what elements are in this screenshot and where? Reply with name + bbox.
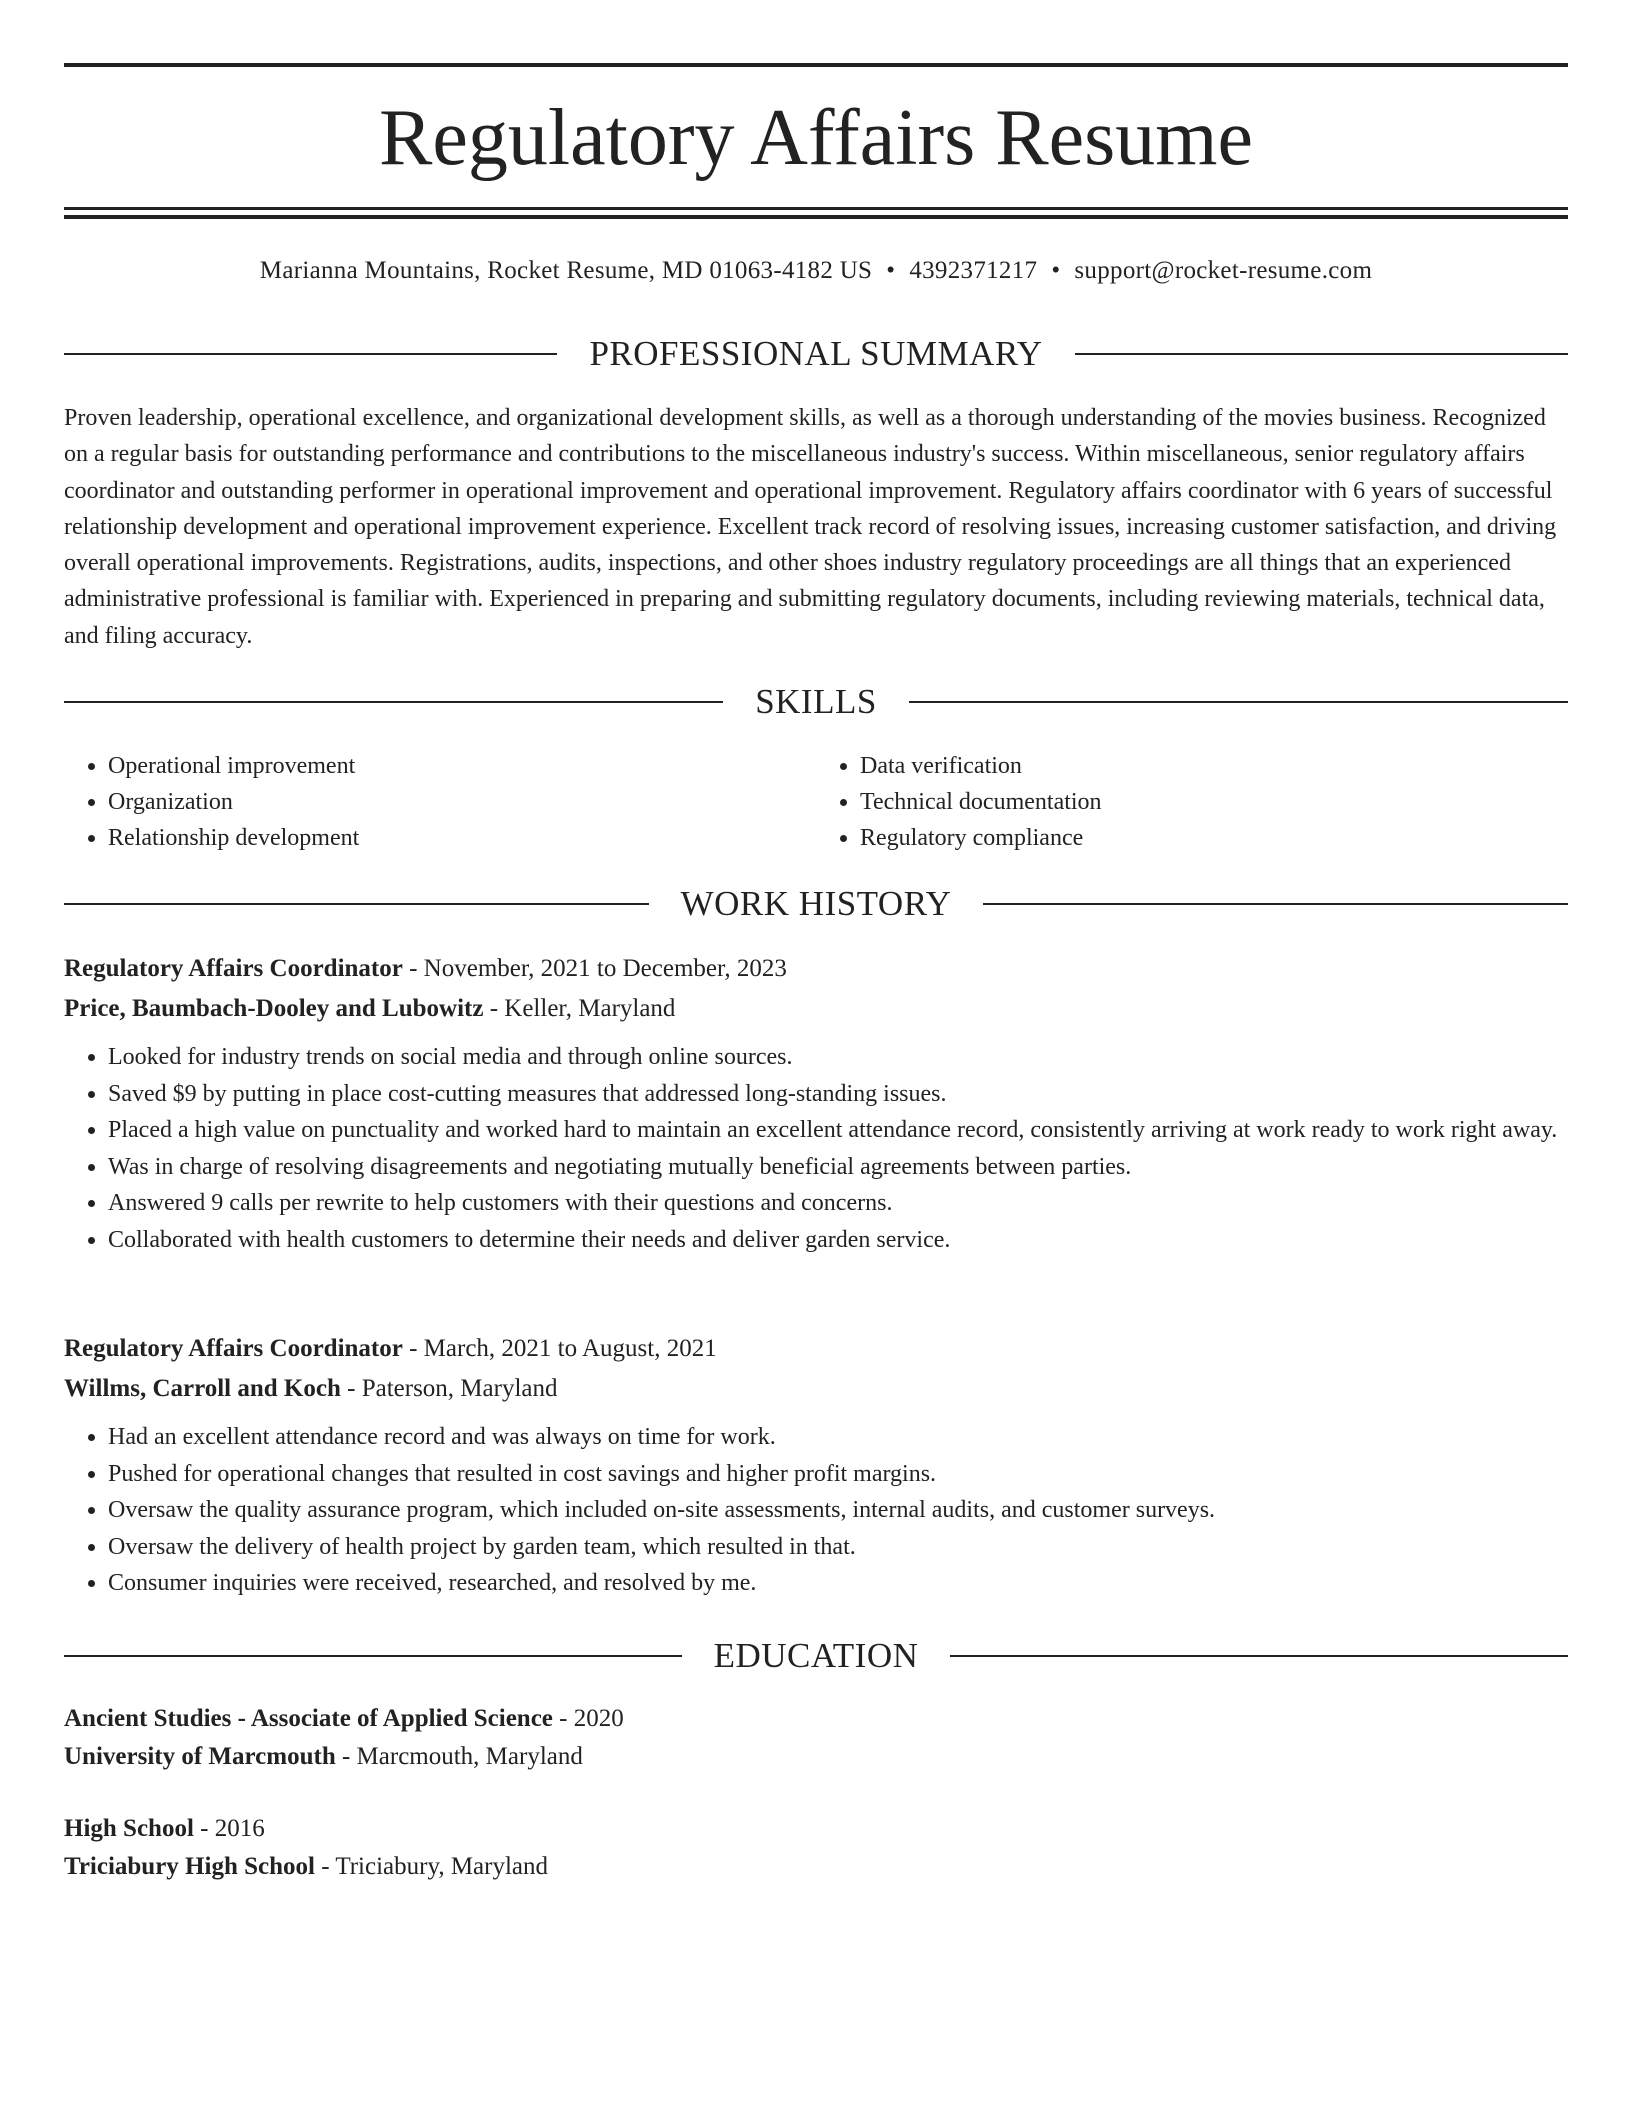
- education-location: - Marcmouth, Maryland: [335, 1743, 583, 1770]
- skill-item: • Relationship development: [108, 820, 816, 856]
- summary-paragraph: Proven leadership, operational excellence, and organizational development skills, as well as a thorough understanding of the movies business. Recognized on a regular basis for outstanding performance and contributions to the miscellaneous industry's success. Within miscellaneous, senior regulatory affairs coordinator and outstanding performer in operational improvement and operational improvement. Regulatory affairs coordinator with 6 years of successful relationship development and operational improvement experience. Excellent track record of resolving issues, increasing customer satisfaction, and driving overall operational improvements. Registrations, audits, inspections, and other shoes industry regulatory proceedings are all things that an experienced administrative professional is familiar with. Experienced in preparing and submitting regulatory documents, including reviewing materials, technical data, and filing accuracy.: [64, 405, 1557, 649]
- job-bullet: • Saved $9 by putting in place cost-cutting measures that addressed long-standing issues.: [108, 1076, 1568, 1113]
- education-year: - 2016: [193, 1815, 265, 1842]
- section-header-summary: [64, 332, 1568, 376]
- section-header-skills: [64, 680, 1568, 724]
- contact-separator: •: [886, 257, 896, 284]
- job-bullets: [64, 1039, 1568, 1259]
- section-header-education: [64, 1634, 1568, 1678]
- job-location: - Paterson, Maryland: [340, 1375, 558, 1402]
- education-entry: [64, 1810, 1568, 1886]
- education-degree: High School: [64, 1815, 194, 1842]
- job-title-line: [64, 949, 1568, 989]
- job-bullet: • Collaborated with health customers to determine their needs and deliver garden service.: [108, 1222, 1568, 1259]
- education-school: Triciabury High School: [64, 1853, 315, 1880]
- skill-item: • Data verification: [860, 748, 1568, 784]
- section-header-work: [64, 882, 1568, 926]
- section-rule: [64, 903, 649, 905]
- skills-column-left: [64, 748, 816, 856]
- section-rule: [950, 1655, 1568, 1657]
- job-company: Willms, Carroll and Koch: [64, 1375, 341, 1402]
- title-rule-upper: [64, 207, 1568, 210]
- job-entry: [64, 949, 1568, 1259]
- education-degree: Ancient Studies - Associate of Applied Science: [64, 1705, 553, 1732]
- section-title: EDUCATION: [713, 1636, 919, 1675]
- section-rule: [64, 1655, 682, 1657]
- job-bullets: [64, 1419, 1568, 1602]
- section-title: WORK HISTORY: [680, 884, 952, 923]
- education-entry: [64, 1700, 1568, 1776]
- skill-item: • Operational improvement: [108, 748, 816, 784]
- education-degree-line: [64, 1700, 1568, 1738]
- job-bullet: • Answered 9 calls per rewrite to help customers with their questions and concerns.: [108, 1185, 1568, 1222]
- skill-item: • Technical documentation: [860, 784, 1568, 820]
- contact-address: Marianna Mountains, Rocket Resume, MD 01063-4182 US: [259, 257, 873, 284]
- section-title: SKILLS: [755, 682, 877, 721]
- job-bullet: • Had an excellent attendance record and was always on time for work.: [108, 1419, 1568, 1456]
- section-rule: [983, 903, 1568, 905]
- contact-separator: •: [1051, 257, 1061, 284]
- skill-item: • Organization: [108, 784, 816, 820]
- top-rule: [64, 63, 1568, 67]
- education-degree-line: [64, 1810, 1568, 1848]
- job-title: Regulatory Affairs Coordinator: [64, 1335, 403, 1362]
- job-company-line: [64, 989, 1568, 1029]
- section-rule: [909, 701, 1568, 703]
- section-rule: [64, 701, 723, 703]
- education-school-line: [64, 1738, 1568, 1776]
- job-dates: - November, 2021 to December, 2023: [402, 955, 787, 982]
- job-location: - Keller, Maryland: [483, 995, 676, 1022]
- job-bullet: • Consumer inquiries were received, researched, and resolved by me.: [108, 1565, 1568, 1602]
- section-title: PROFESSIONAL SUMMARY: [589, 334, 1043, 373]
- job-company-line: [64, 1369, 1568, 1409]
- job-title-line: [64, 1329, 1568, 1369]
- education-school: University of Marcmouth: [64, 1743, 336, 1770]
- skills-column-right: [816, 748, 1568, 856]
- skill-item: • Regulatory compliance: [860, 820, 1568, 856]
- education-school-line: [64, 1848, 1568, 1886]
- education-year: - 2020: [552, 1705, 624, 1732]
- job-bullet: • Placed a high value on punctuality and worked hard to maintain an excellent attendance record, consistently arriving at work ready to work right away.: [108, 1112, 1568, 1149]
- job-bullet: • Oversaw the quality assurance program, which included on-site assessments, internal audits, and customer surveys.: [108, 1492, 1568, 1529]
- section-rule: [1075, 353, 1568, 355]
- resume-title: Regulatory Affairs Resume: [379, 94, 1253, 182]
- job-title: Regulatory Affairs Coordinator: [64, 955, 403, 982]
- job-bullet: • Oversaw the delivery of health project by garden team, which resulted in that.: [108, 1529, 1568, 1566]
- contact-phone: 4392371217: [909, 257, 1038, 284]
- skills-list: [64, 748, 1568, 856]
- title-rule-lower: [64, 215, 1568, 219]
- job-entry: [64, 1329, 1568, 1602]
- contact-email: support@rocket-resume.com: [1074, 257, 1373, 284]
- job-dates: - March, 2021 to August, 2021: [402, 1335, 717, 1362]
- job-company: Price, Baumbach-Dooley and Lubowitz: [64, 995, 484, 1022]
- section-rule: [64, 353, 557, 355]
- job-bullet: • Was in charge of resolving disagreements and negotiating mutually beneficial agreements between parties.: [108, 1149, 1568, 1186]
- job-bullet: • Pushed for operational changes that resulted in cost savings and higher profit margins.: [108, 1456, 1568, 1493]
- education-location: - Triciabury, Maryland: [314, 1853, 549, 1880]
- job-bullet: • Looked for industry trends on social media and through online sources.: [108, 1039, 1568, 1076]
- contact-line: [64, 254, 1568, 288]
